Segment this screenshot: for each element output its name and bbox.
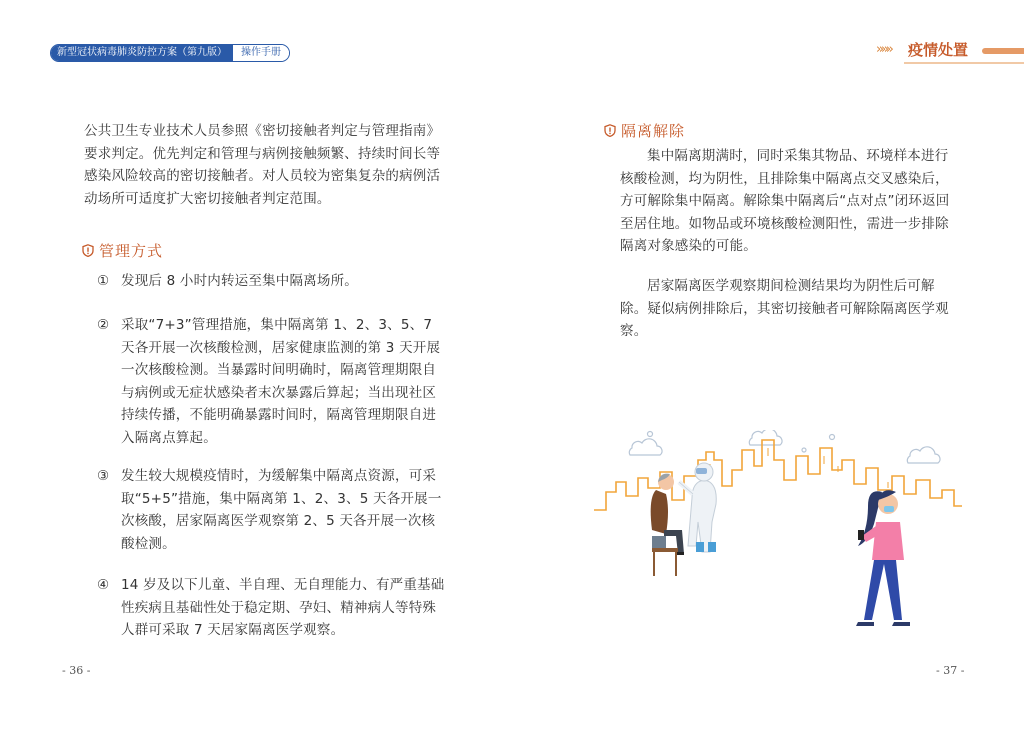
release-paragraph-2: 居家隔离医学观察期间检测结果均为阴性后可解除。疑似病例排除后，其密切接触者可解除隔离医学观察。 (620, 278, 949, 339)
testing-illustration (592, 430, 964, 645)
heading-release (604, 120, 685, 141)
page-number-left: - 36 - (62, 664, 91, 677)
cloud-icon (629, 430, 940, 463)
list-item (97, 574, 447, 642)
section-bar (982, 48, 1024, 54)
city-skyline (594, 440, 962, 510)
item-number: ① (97, 273, 110, 289)
heading-management (82, 240, 163, 261)
item-text: 发现后 8 小时内转运至集中隔离场所。 (121, 273, 358, 289)
book-subtitle: 操作手册 (233, 45, 289, 61)
item-text: 14 岁及以下儿童、半自理、无自理能力、有严重基础性疾病且基础性处于稳定期、孕妇、精神病人等特殊人群可采取 7 天居家隔离医学观察。 (121, 577, 445, 638)
item-text: 采取“7+3”管理措施，集中隔离第 1、2、3、5、7 天各开展一次核酸检测，居家健康监测的第 3 天开展一次核酸检测。当暴露时间明确时，隔离管理期限自与病例或无症状感染者末次暴露后算起；当出现社区持续传播，不能明确暴露时间时，隔离管理期限自进入隔离点算起。 (121, 317, 441, 446)
list-item (97, 270, 447, 293)
release-paragraph-1: 集中隔离期满时，同时采集其物品、环境样本进行核酸检测，均为阴性，且排除集中隔离点交叉感染后，方可解除集中隔离。解除集中隔离后“点对点”闭环返回至居住地。如物品或环境核酸检测阳性，需进一步排除隔离对象感染的可能。 (620, 148, 950, 254)
shield-icon (82, 244, 94, 257)
intro-paragraph: 公共卫生专业技术人员参照《密切接触者判定与管理指南》要求判定。优先判定和管理与病例接触频繁、持续时间长等感染风险较高的密切接触者。对人员较为密集复杂的病例活动场所可适度扩大密切接触者判定范围。 (84, 123, 441, 207)
item-number: ④ (97, 577, 110, 593)
page-number-right: - 37 - (936, 664, 965, 677)
list-item (97, 465, 447, 555)
book-title: 新型冠状病毒肺炎防控方案（第九版） (51, 45, 233, 61)
section-tab (874, 38, 1024, 64)
item-number: ② (97, 317, 110, 333)
walking-woman (856, 490, 910, 626)
list-item (97, 314, 447, 449)
shield-icon (604, 124, 616, 137)
chevron-right-icon: »»» (876, 42, 891, 57)
section-title: 疫情处置 (908, 41, 969, 59)
book-title-badge (50, 44, 290, 62)
heading-management-label: 管理方式 (99, 242, 164, 260)
section-underline (904, 62, 1024, 64)
item-number: ③ (97, 468, 110, 484)
heading-release-label: 隔离解除 (621, 122, 686, 140)
seated-person (651, 474, 684, 576)
item-text: 发生较大规模疫情时，为缓解集中隔离点资源，可采取“5+5”措施，集中隔离第 1、2、3、5 天各开展一次核酸，居家隔离医学观察第 2、5 天各开展一次核酸检测。 (121, 468, 442, 552)
